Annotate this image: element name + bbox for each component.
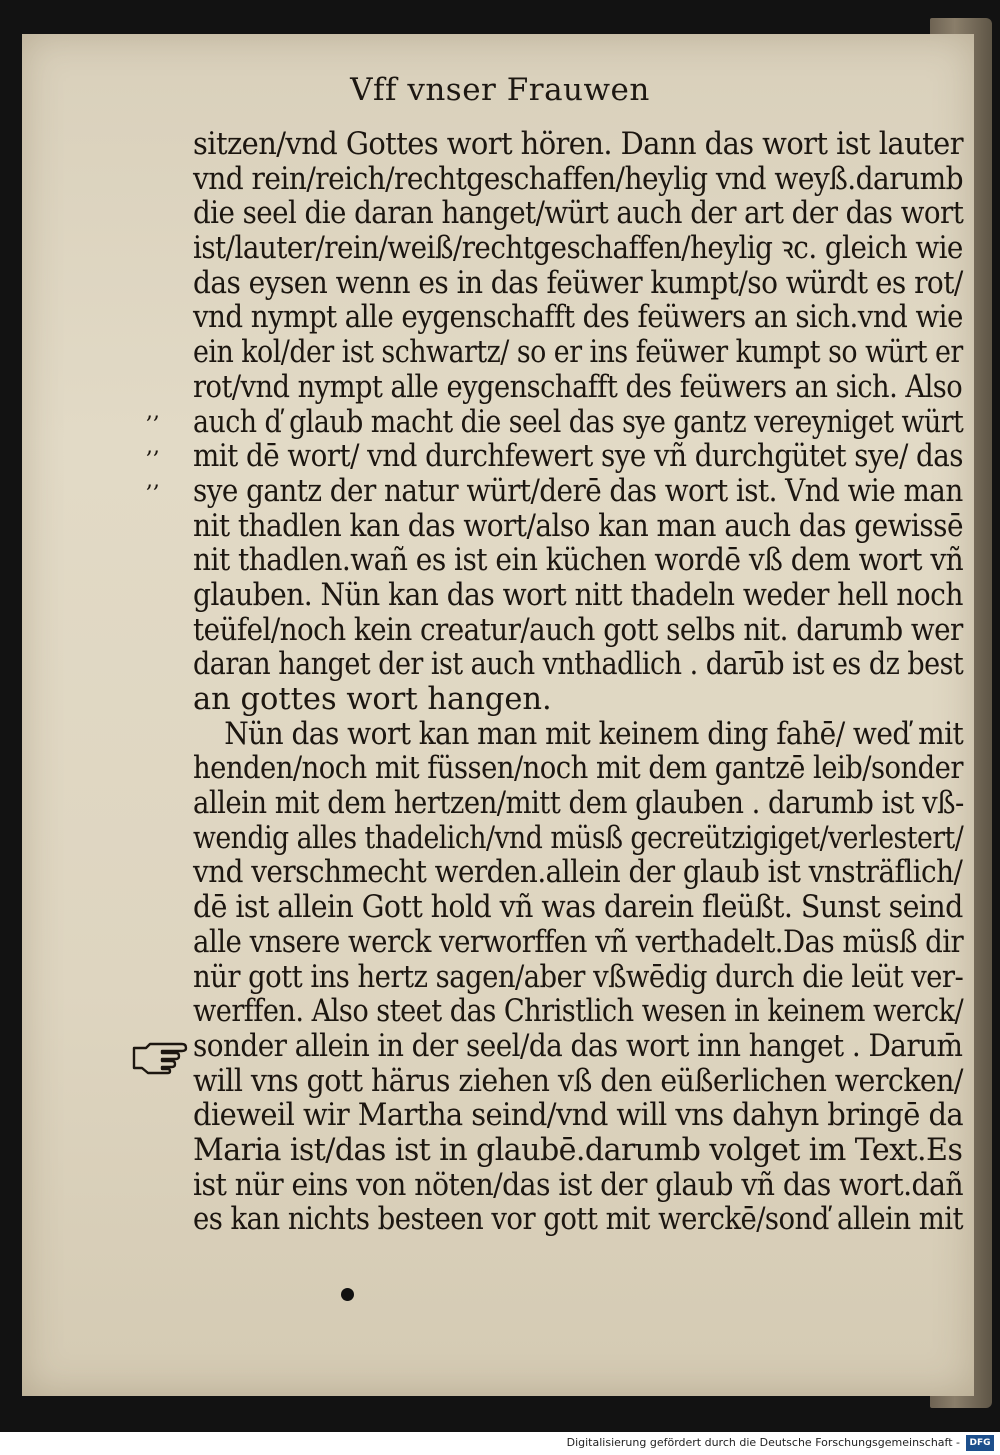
- margin-mark: ,,: [146, 399, 160, 424]
- manicule-icon: [132, 1040, 188, 1076]
- text-line: nit thadlen kan das wort/also kan man auch das gewissē: [193, 508, 963, 544]
- text-line: alle vnsere werck verworffen vñ verthadelt.Das müsß dir: [193, 924, 964, 960]
- text-line: nit thadlen.wañ es ist ein küchen wordē vß dem wort vñ: [193, 543, 964, 579]
- footer-credit: Digitalisierung gefördert durch die Deutsche Forschungsgemeinschaft -: [566, 1436, 960, 1449]
- text-line: mit dē wort/ vnd durchfewert sye vñ durchgütet sye/ das: [193, 439, 963, 475]
- text-line: auch ď glaub macht die seel das sye gantz vereyniget würt: [193, 404, 964, 440]
- dfg-logo: DFG: [966, 1435, 994, 1451]
- running-header: Vff vnser Frauwen: [350, 72, 650, 108]
- text-line: dieweil wir Martha seind/vnd will vns dahyn bringē da: [193, 1098, 964, 1134]
- margin-marks: [146, 395, 160, 499]
- text-line: sitzen/vnd Gottes wort hören. Dann das wort ist lauter: [193, 127, 963, 162]
- page-body: [193, 128, 963, 1238]
- text-line: dē ist allein Gott hold vñ was darein fleüßt. Sunst seind: [193, 890, 963, 926]
- text-line: vnd rein/reich/rechtgeschaffen/heylig vnd weyß.darumb: [193, 161, 963, 197]
- text-line: glauben. Nün kan das wort nitt thadeln weder hell noch: [193, 577, 963, 613]
- ink-dot: [341, 1288, 354, 1301]
- text-line: es kan nichts besteen vor gott mit werckē/sonď allein mit: [193, 1202, 964, 1238]
- text-line: vnd nympt alle eygenschafft des feüwers an sich.vnd wie: [193, 300, 963, 336]
- text-line: die seel die daran hanget/würt auch der art der das wort: [193, 196, 964, 232]
- text-line: allein mit dem hertzen/mitt dem glauben . darumb ist vß-: [193, 786, 964, 822]
- text-line: sye gantz der natur würt/derē das wort ist. Vnd wie man: [193, 473, 963, 509]
- text-line: vnd verschmecht werden.allein der glaub ist vnsträflich/: [193, 855, 963, 891]
- text-line-paragraph-start: Nün das wort kan man mit keinem ding fahē/ weď mit: [224, 716, 964, 752]
- text-line: Maria ist/das ist in glaubē.darumb volget im Text.Es: [193, 1132, 963, 1168]
- text-line: teüfel/noch kein creatur/auch gott selbs nit. darumb wer: [193, 612, 963, 648]
- digitization-footer: [0, 1432, 1000, 1455]
- text-line: will vns gott härus ziehen vß den eüßerlichen wercken/: [193, 1063, 963, 1099]
- text-line: werffen. Also steet das Christlich wesen in keinem werck/: [193, 994, 964, 1030]
- text-line: das eysen wenn es in das feüwer kumpt/so würdt es rot/: [193, 265, 963, 301]
- text-line: wendig alles thadelich/vnd müsß gecreützigiget/verlestert/: [193, 820, 964, 856]
- text-line: nür gott ins hertz sagen/aber vßwēdig durch die leüt ver-: [193, 959, 964, 995]
- text-line: henden/noch mit füssen/noch mit dem gantzē leib/sonder: [193, 751, 963, 787]
- text-line: ist nür eins von nöten/das ist der glaub vñ das wort.dañ: [193, 1167, 964, 1203]
- text-line: daran hanget der ist auch vnthadlich . darūb ist es dz best: [193, 647, 964, 683]
- text-line: ein kol/der ist schwartz/ so er ins feüwer kumpt so würt er: [193, 335, 963, 371]
- text-line: rot/vnd nympt alle eygenschafft des feüwers an sich. Also: [193, 369, 963, 405]
- text-line: ist/lauter/rein/weiß/rechtgeschaffen/heylig ꝛc. gleich wie: [193, 231, 963, 267]
- text-line: sonder allein in der seel/da das wort inn hanget . Darum̄: [193, 1028, 963, 1064]
- text-line: an gottes wort hangen.: [193, 682, 552, 717]
- margin-mark: ,,: [146, 468, 160, 494]
- margin-mark: ,,: [146, 433, 160, 459]
